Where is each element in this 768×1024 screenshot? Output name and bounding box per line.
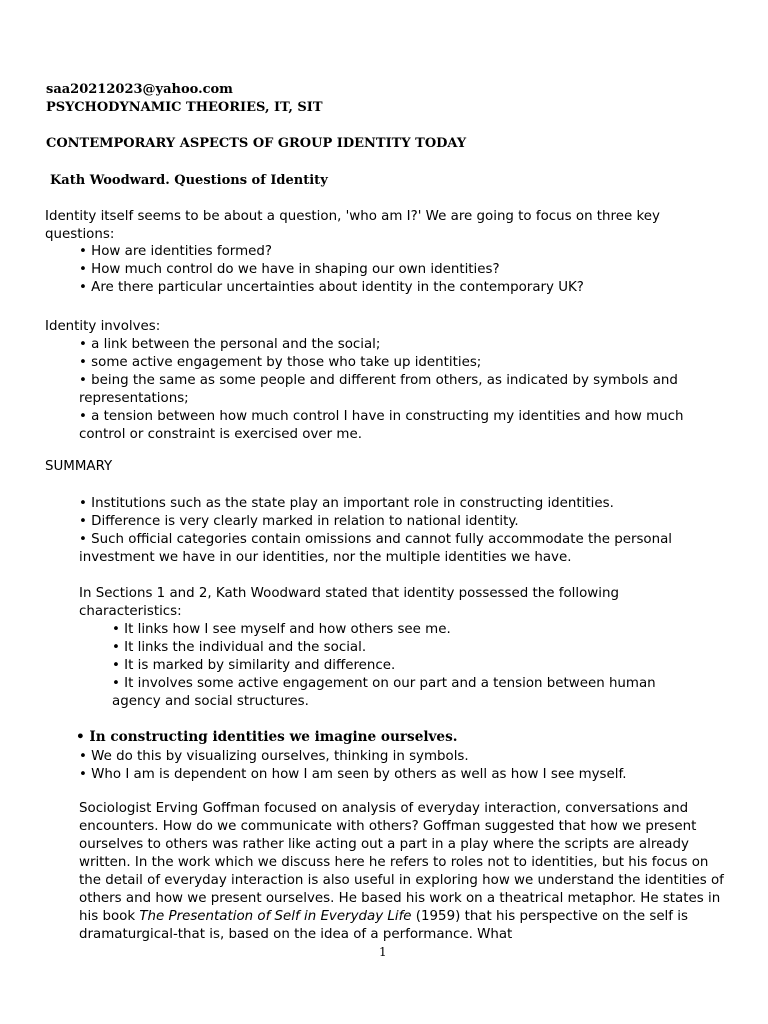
summary-heading: SUMMARY: [45, 459, 113, 474]
list-item: • It involves some active engagement on our part and a tension between human agency and social structures.: [112, 675, 702, 711]
goffman-paragraph: [79, 800, 724, 944]
list-item: • We do this by visualizing ourselves, thinking in symbols.: [79, 748, 626, 766]
list-item: • a link between the personal and the social;: [79, 336, 729, 354]
list-item: • Institutions such as the state play an important role in constructing identities.: [79, 495, 719, 513]
section-title: CONTEMPORARY ASPECTS OF GROUP IDENTITY TODAY: [46, 136, 467, 151]
page-number: 1: [379, 945, 387, 959]
list-item: • It is marked by similarity and difference.: [112, 657, 702, 675]
intro-paragraph: Identity itself seems to be about a question, 'who am I?' We are going to focus on three key questions:: [45, 209, 660, 242]
reading-title: Kath Woodward. Questions of Identity: [50, 173, 328, 188]
email-address: saa20212023@yahoo.com: [46, 82, 233, 97]
characteristics-intro: In Sections 1 and 2, Kath Woodward stated that identity possessed the following characteristics:: [79, 586, 619, 619]
list-item: • a tension between how much control I have in constructing my identities and how much control or constraint is exercised over me.: [79, 408, 729, 444]
imagine-heading: • In constructing identities we imagine ourselves.: [76, 729, 457, 745]
summary-list: [79, 495, 719, 567]
involves-list: [79, 336, 729, 444]
list-item: • some active engagement by those who take up identities;: [79, 354, 729, 372]
list-item: • Are there particular uncertainties about identity in the contemporary UK?: [79, 279, 584, 297]
list-item: • being the same as some people and different from others, as indicated by symbols and representations;: [79, 372, 729, 408]
list-item: • Such official categories contain omissions and cannot fully accommodate the personal investment we have in our identities, nor the multiple identities we have.: [79, 531, 719, 567]
book-title: The Presentation of Self in Everyday Life: [139, 909, 412, 924]
list-item: • How much control do we have in shaping our own identities?: [79, 261, 584, 279]
list-item: • Difference is very clearly marked in relation to national identity.: [79, 513, 719, 531]
intro-question-list: [79, 243, 584, 297]
characteristics-list: [112, 621, 702, 711]
list-item: • It links how I see myself and how others see me.: [112, 621, 702, 639]
goffman-text-end: (1959) that his perspective on the self is dramaturgical-that is, based on the idea of a performance. What: [79, 909, 688, 942]
involves-heading: Identity involves:: [45, 319, 161, 334]
goffman-text-start: Sociologist Erving Goffman focused on analysis of everyday interaction, conversations and encounters. How do we communicate with others? Goffman suggested that how we present ourselves to others was rather like acting out a part in a play where the scripts are already written. In the work which we discuss here he refers to roles not to identities, but his focus on the detail of everyday interaction is also useful in exploring how we understand the identities of others and how we present ourselves. He based his work on a theatrical metaphor. He states in his book: [79, 801, 724, 924]
list-item: • Who I am is dependent on how I am seen by others as well as how I see myself.: [79, 766, 626, 784]
list-item: • It links the individual and the social.: [112, 639, 702, 657]
course-title: PSYCHODYNAMIC THEORIES, IT, SIT: [46, 100, 323, 115]
imagine-list: [79, 748, 626, 784]
list-item: • How are identities formed?: [79, 243, 584, 261]
